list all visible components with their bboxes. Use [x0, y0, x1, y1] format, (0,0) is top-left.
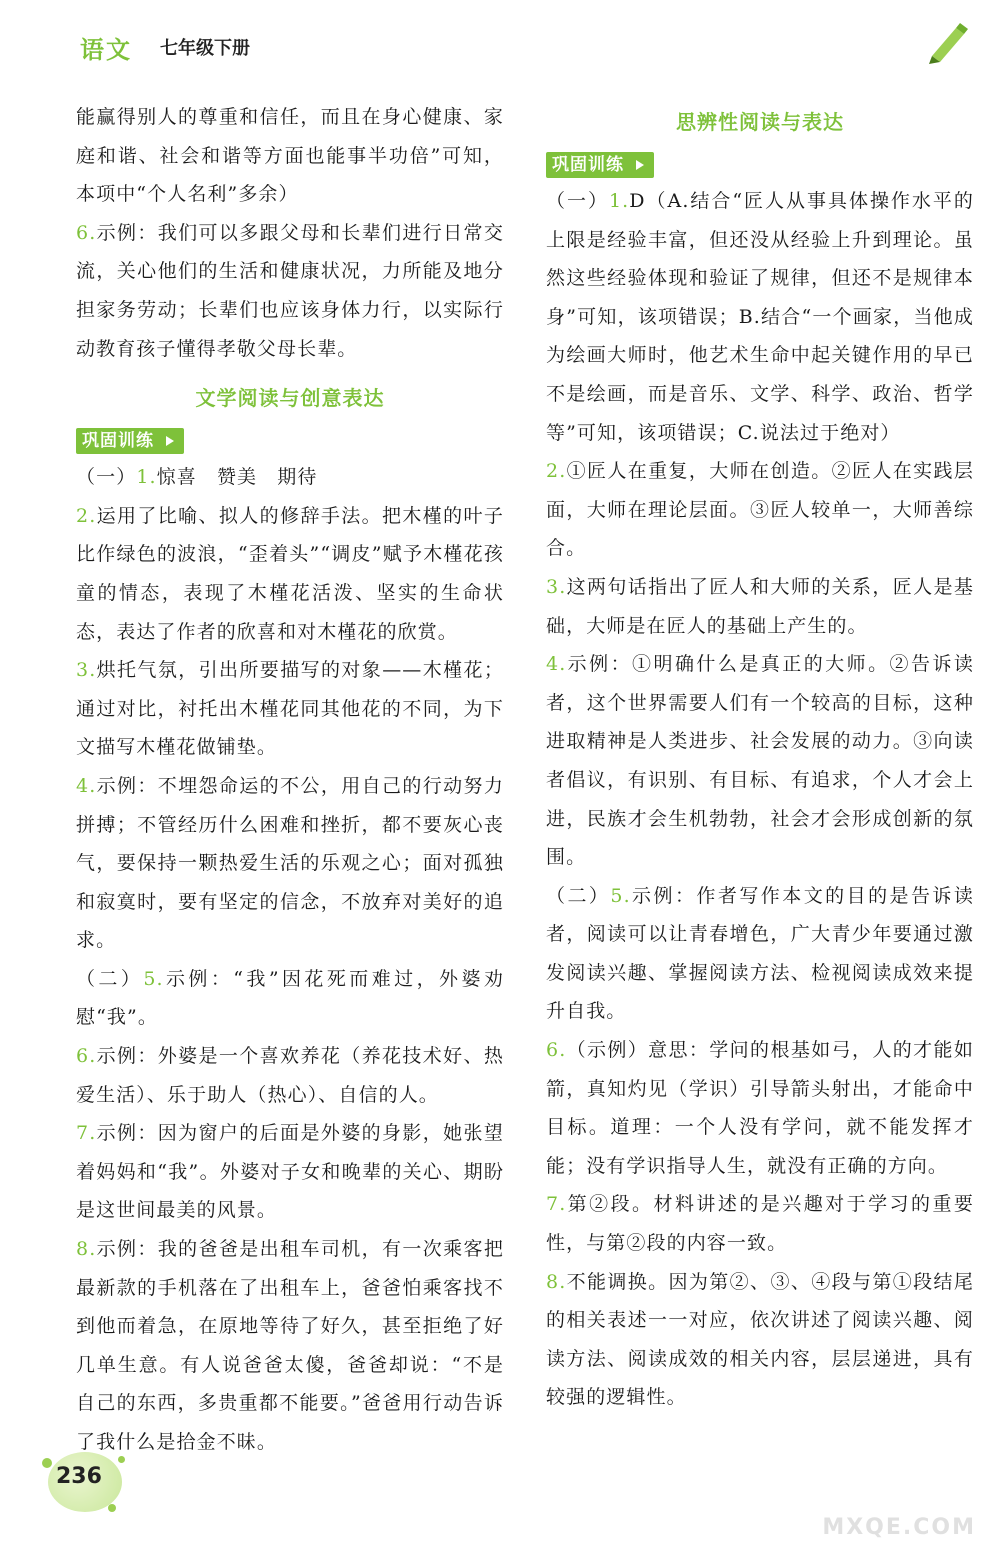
answer-number: 2.: [546, 460, 567, 483]
answer-text: 示例：不埋怨命运的不公，用自己的行动努力拼搏；不管经历什么困难和挫折，都不要灰心丧气，要保持一颗热爱生活的乐观之心；面对孤独和寂寞时，要有坚定的信念，不放弃对美好的追求。: [76, 774, 504, 952]
answer-item: [76, 458, 504, 497]
right-column: [546, 100, 974, 1417]
answer-text: 示例：作者写作本文的目的是告诉读者，阅读可以让青春增色，广大青少年要通过激发阅读兴趣、掌握阅读方法、检视阅读成效来提升自我。: [546, 884, 974, 1023]
answer-number: 8.: [76, 1238, 97, 1261]
answer-number: 3.: [546, 575, 567, 598]
answer-text: D（A.结合“匠人从事具体操作水平的上限是经验丰富，但还没从经验上升到理论。虽然这些经验体现和验证了规律，但还不是规律本身”可知，该项错误；B.结合“一个画家，当他成为绘画大师时，他艺术生命中起关键作用的早已不是绘画，而是音乐、文学、科学、政治、哲学等”可知，该项错误；C.说法过于绝对）: [546, 190, 974, 444]
answer-item: [76, 1114, 504, 1230]
section-title: 文学阅读与创意表达: [195, 386, 385, 411]
part-marker: （一）: [76, 466, 137, 489]
grade-label: 七年级下册: [160, 38, 250, 59]
answer-item: [546, 1185, 974, 1262]
page-number: 236: [56, 1464, 102, 1489]
answer-item: [546, 1263, 974, 1417]
answer-item: [546, 645, 974, 877]
answer-text: 惊喜 赞美 期待: [156, 466, 318, 489]
answer-list: [546, 182, 974, 1417]
pen-icon: [922, 16, 972, 66]
answer-number: 1.: [608, 190, 630, 212]
answer-number: 6.: [546, 1039, 567, 1062]
page-number-badge: [38, 1448, 128, 1518]
answer-item: [546, 877, 974, 1031]
part-marker: （二）: [76, 967, 144, 990]
answer-number: 4.: [76, 774, 97, 797]
answer-number: 2.: [76, 504, 97, 527]
answer-item: [546, 452, 974, 568]
answer-number: 8.: [546, 1270, 567, 1293]
answer-text: ①匠人在重复，大师在创造。②匠人在实践层面，大师在理论层面。③匠人较单一，大师善综合。: [546, 460, 974, 560]
answer-item: [76, 960, 504, 1037]
answer-number: 6.: [76, 1045, 97, 1068]
watermark: [796, 1460, 976, 1540]
answer-item: [546, 568, 974, 645]
answer-number: 5.: [143, 967, 164, 990]
answer-number: 1.: [136, 466, 157, 489]
answer-text: 示例：外婆是一个喜欢养花（养花技术好、热爱生活）、乐于助人（热心）、自信的人。: [76, 1045, 504, 1106]
part-marker: （二）: [546, 884, 611, 907]
answer-text: 不能调换。因为第②、③、④段与第①段结尾的相关表述一一对应，依次讲述了阅读兴趣、阅读方法、阅读成效的相关内容，层层递进，具有较强的逻辑性。: [546, 1270, 974, 1409]
answer-item: [76, 767, 504, 960]
answer-number: 3.: [76, 659, 97, 682]
watermark-text: MXQE.COM: [822, 1515, 976, 1540]
subject-label: 语文: [80, 36, 132, 64]
answer-number: 5.: [610, 884, 631, 907]
practice-badge: 巩固训练: [546, 152, 654, 178]
answer-number: 7.: [76, 1122, 97, 1145]
answer-text: 运用了比喻、拟人的修辞手法。把木槿的叶子比作绿色的波浪，“歪着头”“调皮”赋予木槿花孩童的情态，表现了木槿花活泼、坚实的生命状态，表达了作者的欣喜和对木槿花的欣赏。: [76, 504, 504, 643]
answer-number: 6.: [76, 221, 97, 244]
part-marker: （一）: [546, 190, 609, 212]
answer-text: 烘托气氛，引出所要描写的对象——木槿花；通过对比，衬托出木槿花同其他花的不同，为下文描写木槿花做铺垫。: [76, 659, 504, 759]
answer-text: 示例：因为窗户的后面是外婆的身影，她张望着妈妈和“我”。外婆对子女和晚辈的关心、期盼是这世间最美的风景。: [76, 1122, 504, 1222]
answer-text: 示例：①明确什么是真正的大师。②告诉读者，这个世界需要人们有一个较高的目标，这种进取精神是人类进步、社会发展的动力。③向读者倡议，有识别、有目标、有追求，个人才会上进，民族才会生机勃勃，社会才会形成创新的氛围。: [546, 653, 974, 869]
answer-text: 示例：我的爸爸是出租车司机，有一次乘客把最新款的手机落在了出租车上，爸爸怕乘客找不到他而着急，在原地等待了好久，甚至拒绝了好几单生意。有人说爸爸太傻，爸爸却说：“不是自己的东西，多贵重都不能要。”爸爸用行动告诉了我什么是拾金不昧。: [76, 1238, 504, 1453]
answer-list: [76, 458, 504, 1461]
answer-item: [76, 497, 504, 651]
answer-item: [76, 214, 504, 368]
answer-item: [546, 1031, 974, 1185]
answer-number: 4.: [546, 653, 567, 676]
answer-item: [76, 1037, 504, 1114]
answer-text: 第②段。材料讲述的是兴趣对于学习的重要性，与第②段的内容一致。: [546, 1193, 974, 1255]
answer-number: 7.: [546, 1193, 567, 1216]
answer-text: 示例：我们可以多跟父母和长辈们进行日常交流，关心他们的生活和健康状况，力所能及地分担家务劳动；长辈们也应该身体力行，以实际行动教育孩子懂得孝敬父母长辈。: [76, 221, 504, 360]
answer-text: （示例）意思：学问的根基如弓，人的才能如箭，真知灼见（学识）引导箭头射出，才能命中目标。道理：一个人没有学问，就不能发挥才能；没有学识指导人生，就没有正确的方向。: [546, 1039, 974, 1177]
continued-paragraph: 能赢得别人的尊重和信任，而且在身心健康、家庭和谐、社会和谐等方面也能事半功倍”可知，本项中“个人名利”多余）: [76, 106, 504, 206]
section-title: 思辨性阅读与表达: [676, 110, 844, 134]
answer-item: [546, 182, 974, 452]
answer-text: 示例：“我”因花死而难过，外婆劝慰“我”。: [76, 967, 504, 1029]
practice-badge: 巩固训练: [76, 428, 184, 454]
left-column: [76, 98, 504, 1462]
answer-item: [76, 651, 504, 767]
answer-text: 这两句话指出了匠人和大师的关系，匠人是基础，大师是在匠人的基础上产生的。: [546, 575, 974, 637]
page-header: [0, 0, 1000, 75]
answer-item: [76, 1230, 504, 1462]
